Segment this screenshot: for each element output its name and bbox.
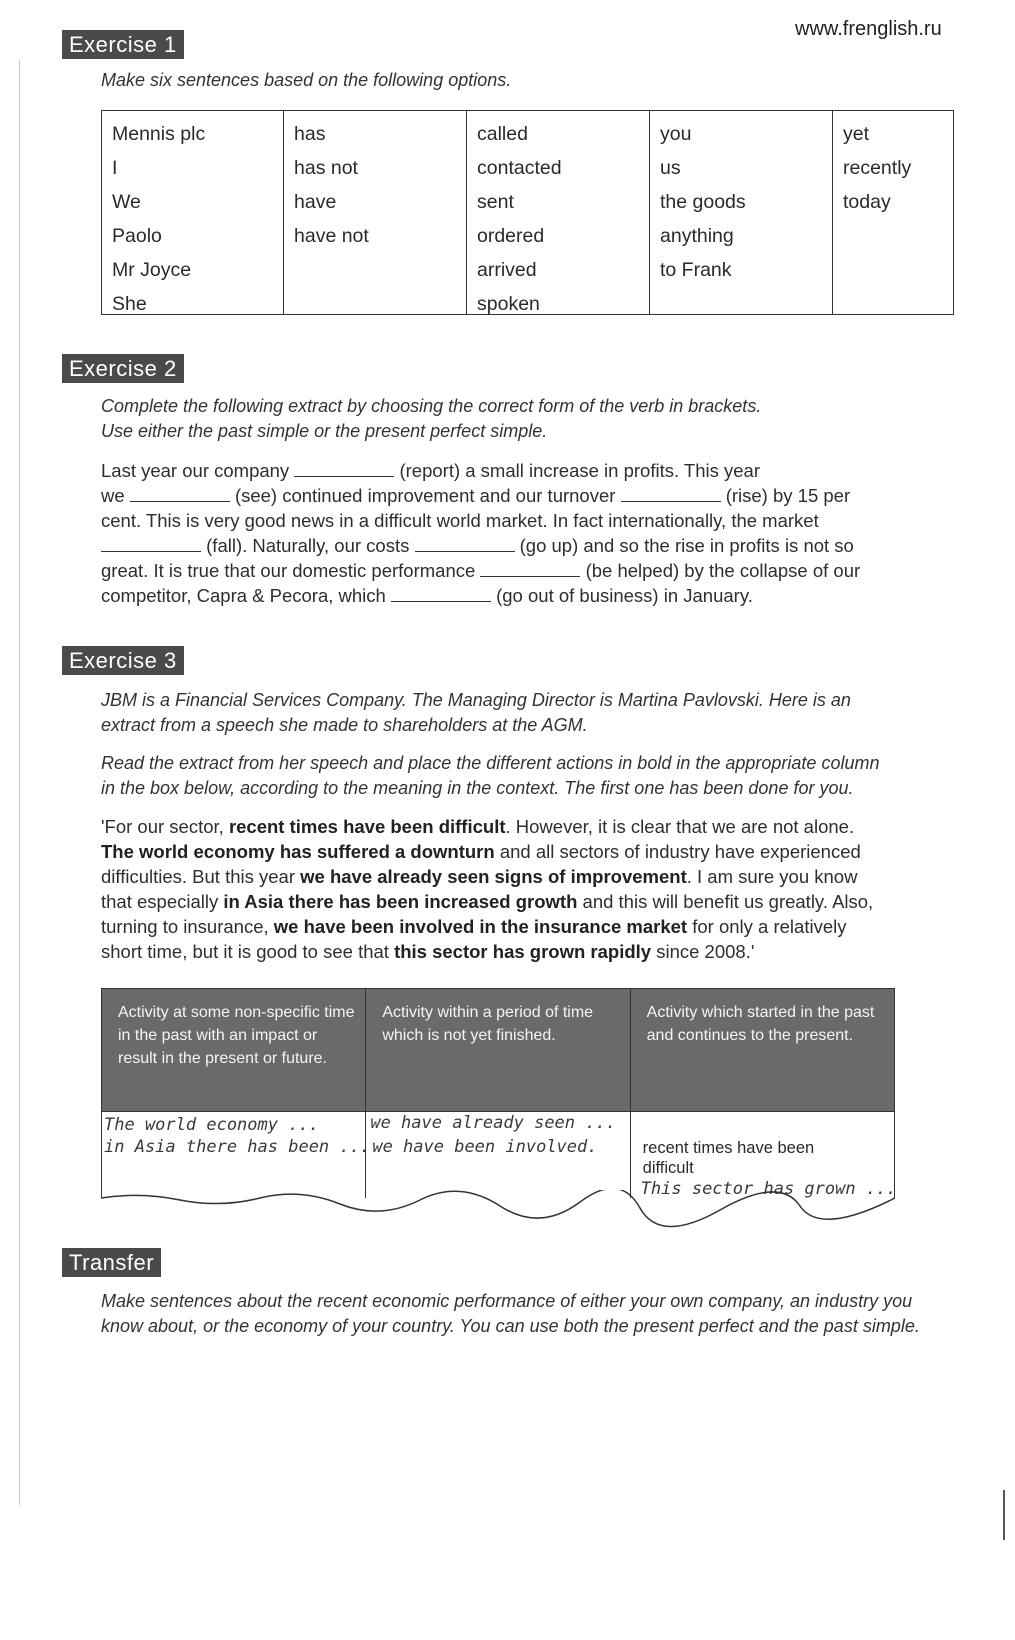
extract-text: competitor, Capra & Pecora, which	[101, 585, 386, 606]
exercise-3-intro-1: JBM is a Financial Services Company. The Managing Director is Martina Pavlovski. Here is an	[101, 690, 851, 710]
speech-line	[101, 814, 971, 839]
grid-word: called	[477, 123, 528, 145]
speech-text: short time, but it is good to see that	[101, 941, 395, 962]
page-margin-line	[19, 60, 20, 1505]
grid-word: you	[660, 123, 692, 145]
answer-blank[interactable]	[101, 534, 201, 552]
extract-text: (rise) by 15 per	[725, 485, 851, 506]
grid-word: arrived	[477, 259, 537, 281]
word-grid	[101, 110, 954, 315]
grid-word: the goods	[660, 191, 746, 213]
speech-text: since 2008.'	[651, 941, 755, 962]
exercise-3-intro-2: extract from a speech she made to shareholders at the AGM.	[101, 715, 588, 735]
extract-line	[101, 458, 961, 483]
speech-line	[101, 889, 971, 914]
grid-word: have	[294, 191, 337, 213]
torn-edge-line	[0, 1190, 1015, 1230]
answer-table	[101, 988, 895, 1198]
extract-line	[101, 533, 961, 558]
grid-word: has not	[294, 157, 358, 179]
transfer-instruction-2: know about, or the economy of your country. You can use both the present perfect and the past simple.	[101, 1316, 920, 1336]
extract-text: (go up) and so the rise in profits is not so	[519, 535, 854, 556]
speech-text: turning to insurance,	[101, 916, 274, 937]
bold-action: we have already seen signs of improvement	[300, 866, 687, 887]
extract-text: Last year our company	[101, 460, 290, 481]
bold-action: this sector has grown rapidly	[394, 941, 652, 962]
extract-text: cent. This is very good news in a difficult world market. In fact internationally, the market	[101, 510, 819, 531]
exercise-1-label: Exercise 1	[62, 30, 184, 59]
answer-cell-col1[interactable]	[102, 1112, 371, 1198]
scan-mark	[1003, 1490, 1005, 1540]
extract-text: (be helped) by the collapse of our	[585, 560, 861, 581]
answer-blank[interactable]	[391, 584, 491, 602]
answer-blank[interactable]	[415, 534, 515, 552]
header-continues-to-present: Activity which started in the past and continues to the present.	[631, 989, 894, 1111]
handwritten-answer: This sector has grown ...	[640, 1179, 897, 1199]
exercise-3-label: Exercise 3	[62, 646, 184, 675]
grid-word: today	[843, 191, 891, 213]
grid-word: spoken	[477, 293, 540, 315]
speech-line	[101, 839, 971, 864]
grid-column-objects	[650, 111, 833, 314]
handwritten-answer: we have already seen ...	[370, 1113, 616, 1133]
exercise-2-label: Exercise 2	[62, 354, 184, 383]
speech-text: . I am sure you know	[686, 866, 858, 887]
grid-word: We	[112, 191, 141, 213]
speech-line	[101, 864, 971, 889]
extract-line	[101, 558, 961, 583]
grid-word: I	[112, 157, 118, 179]
answer-blank[interactable]	[480, 559, 580, 577]
transfer-label: Transfer	[62, 1248, 161, 1277]
bold-action: we have been involved in the insurance market	[273, 916, 688, 937]
bold-action: The world economy has suffered a downturn	[101, 841, 495, 862]
speech-text: . However, it is clear that we are not alone.	[505, 816, 855, 837]
speech-line	[101, 914, 971, 939]
answer-blank[interactable]	[130, 484, 230, 502]
grid-word: to Frank	[660, 259, 732, 281]
grid-word: yet	[843, 123, 870, 145]
answer-cell-col3[interactable]	[631, 1112, 897, 1199]
grid-column-time-words	[833, 111, 952, 314]
extract-text: (go out of business) in January.	[496, 585, 753, 606]
answer-blank[interactable]	[294, 459, 394, 477]
grid-word: Paolo	[112, 225, 162, 247]
exercise-2-instruction-1: Complete the following extract by choosing the correct form of the verb in brackets.	[101, 396, 762, 416]
speech-text: that especially	[101, 891, 224, 912]
speech-text: and this will benefit us greatly. Also,	[577, 891, 874, 912]
speech-text: and all sectors of industry have experienced	[494, 841, 861, 862]
answer-table-body	[101, 1112, 895, 1198]
extract-line	[101, 583, 961, 608]
speech-text: 'For our sector,	[101, 816, 229, 837]
grid-word: anything	[660, 225, 734, 247]
speech-line	[101, 939, 971, 964]
extract-text: (report) a small increase in profits. This year	[399, 460, 761, 481]
grid-word: sent	[477, 191, 514, 213]
transfer-instruction-1: Make sentences about the recent economic performance of either your own company, an industry you	[101, 1291, 913, 1311]
bold-action: in Asia there has been increased growth	[223, 891, 578, 912]
grid-word: ordered	[477, 225, 545, 247]
answer-blank[interactable]	[621, 484, 721, 502]
grid-word: have not	[294, 225, 369, 247]
grid-column-subjects	[102, 111, 284, 314]
handwritten-answer: we have been involved.	[372, 1137, 598, 1157]
extract-line	[101, 483, 961, 508]
header-past-impact: Activity at some non-specific time in the past with an impact or result in the present or future.	[102, 989, 366, 1111]
exercise-2-instruction-2: Use either the past simple or the present perfect simple.	[101, 421, 548, 441]
exercise-1-instruction: Make six sentences based on the following options.	[101, 70, 512, 90]
extract-text: (fall). Naturally, our costs	[206, 535, 410, 556]
example-answer: recent times have been difficult	[642, 1139, 815, 1177]
answer-cell-col2[interactable]	[366, 1112, 630, 1198]
grid-word: us	[660, 157, 681, 179]
grid-word: has	[294, 123, 326, 145]
site-url: www.frenglish.ru	[795, 18, 942, 40]
grid-column-auxiliaries	[284, 111, 467, 314]
grid-word: She	[112, 293, 147, 315]
extract-text: (see) continued improvement and our turnover	[234, 485, 616, 506]
speech-extract	[101, 814, 971, 964]
grid-word: Mr Joyce	[112, 259, 192, 281]
extract-text: great. It is true that our domestic performance	[101, 560, 476, 581]
grid-word: contacted	[477, 157, 562, 179]
answer-table-header	[101, 988, 895, 1112]
grid-word: recently	[843, 157, 912, 179]
handwritten-answer: The world economy ...	[104, 1115, 319, 1135]
handwritten-answer: in Asia there has been ...	[104, 1137, 371, 1157]
exercise-2-extract	[101, 458, 961, 608]
grid-column-participles	[467, 111, 650, 314]
exercise-3-read-2: in the box below, according to the meaning in the context. The first one has been done for you.	[101, 778, 854, 798]
grid-word: Mennis plc	[112, 123, 206, 145]
bold-action: recent times have been difficult	[228, 816, 506, 837]
header-unfinished-period: Activity within a period of time which is not yet finished.	[366, 989, 630, 1111]
extract-line	[101, 508, 961, 533]
speech-text: for only a relatively	[687, 916, 847, 937]
exercise-3-read-1: Read the extract from her speech and place the different actions in bold in the appropriate column	[101, 753, 880, 773]
speech-text: difficulties. But this year	[101, 866, 301, 887]
extract-text: we	[101, 485, 125, 506]
